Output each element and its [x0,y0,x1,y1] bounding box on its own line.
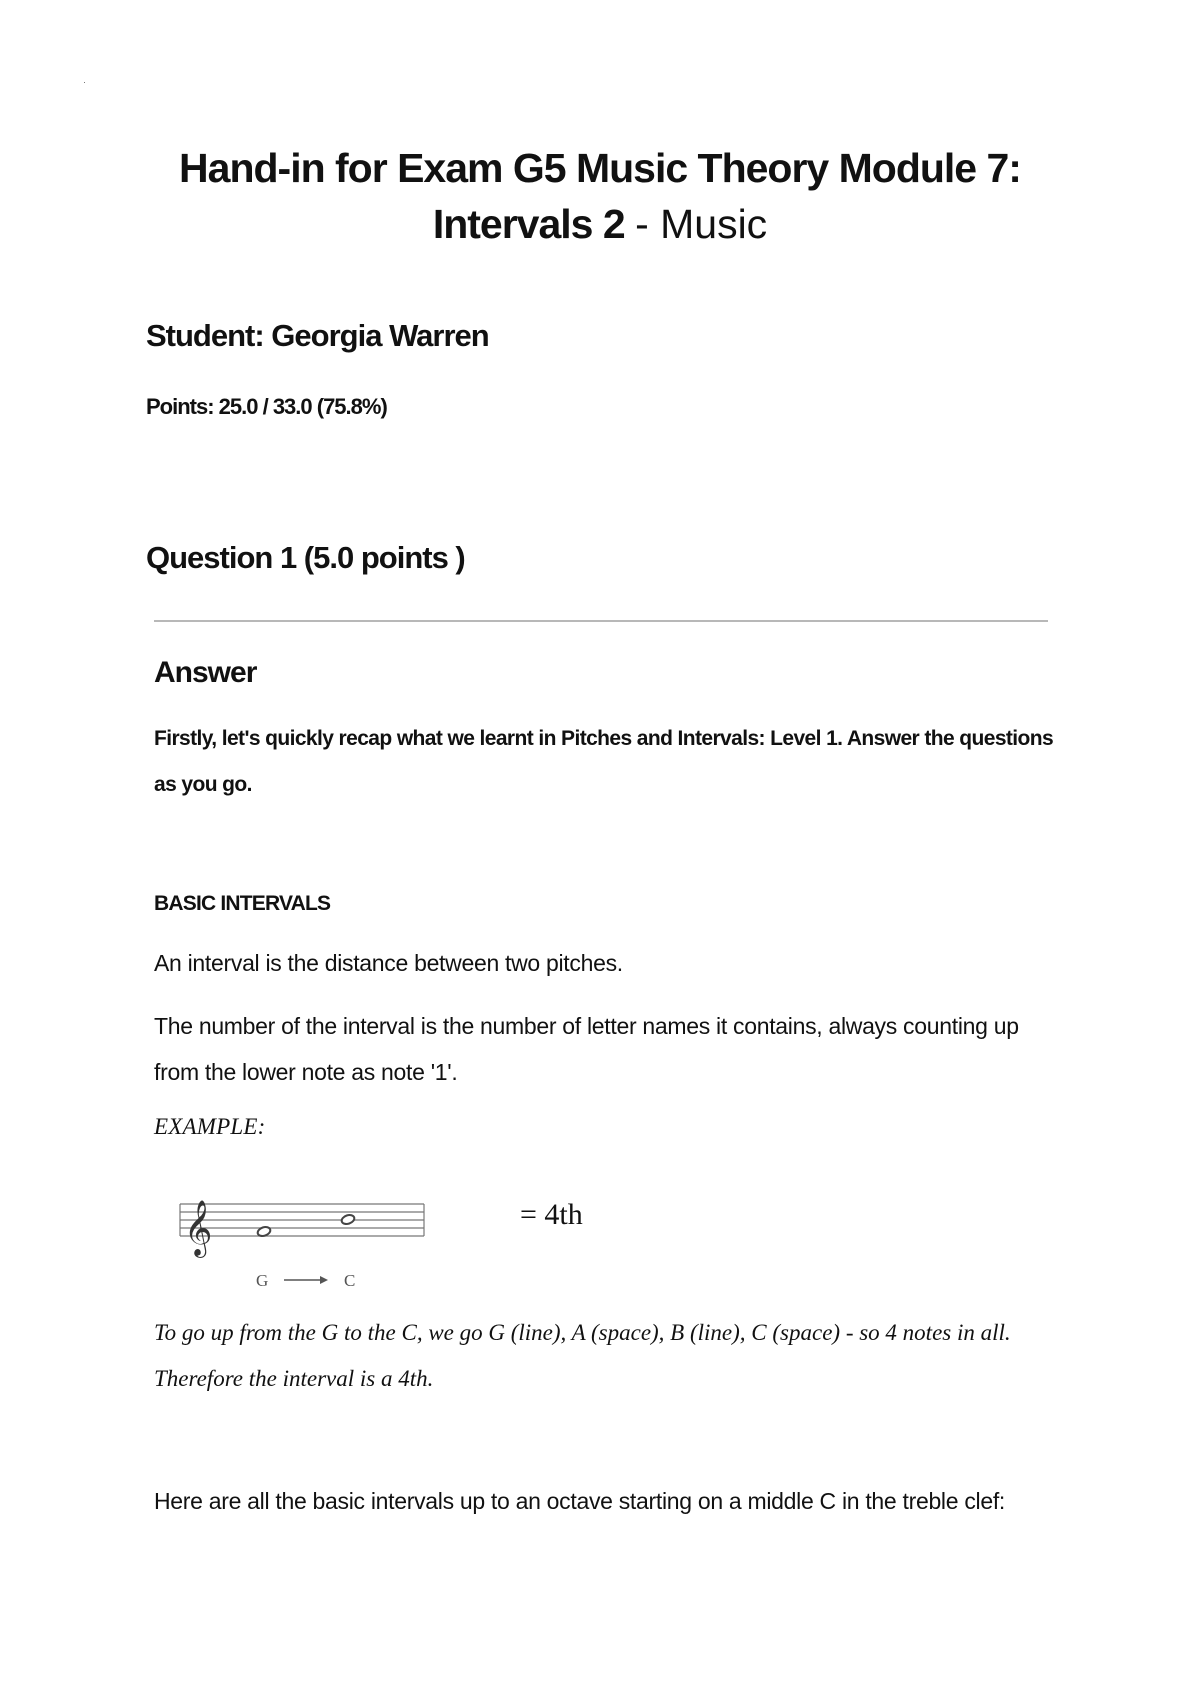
answer-heading: Answer [154,656,257,689]
page-title-main: Hand-in for Exam G5 Music Theory Module 7: Intervals 2 [179,145,1021,247]
basic-intervals-paragraph: Here are all the basic intervals up to an octave starting on a middle C in the treble clef: [154,1488,1006,1514]
example-explanation: To go up from the G to the C, we go G (line), A (space), B (line), C (space) - so 4 notes in all. Therefore the interval is a 4th. [154,1320,1011,1391]
note-from-label: G [256,1271,269,1290]
section-divider [154,620,1048,622]
answer-intro: Firstly, let's quickly recap what we learnt in Pitches and Intervals: Level 1. Answer the questions as you go. [154,727,1054,796]
staff-lines [180,1204,424,1236]
definition-paragraph: An interval is the distance between two pitches. [154,950,623,976]
right-arrow-icon [284,1276,328,1284]
page-title-suffix: - Music [635,201,768,247]
example-label: EXAMPLE: [154,1114,266,1139]
interval-staff-figure [172,1186,472,1296]
section-title: BASIC INTERVALS [154,892,331,915]
question-heading: Question 1 (5.0 points ) [146,540,465,575]
example-result: = 4th [520,1198,583,1231]
page-speck [84,82,85,83]
whole-note-c [341,1213,356,1225]
interval-number-paragraph: The number of the interval is the number of letter names it contains, always counting up from the lower note as note '1'. [154,1013,1019,1085]
points-score: Points: 25.0 / 33.0 (75.8%) [146,394,387,419]
note-to-label: C [344,1271,356,1290]
student-name: Student: Georgia Warren [146,318,489,353]
page-title [120,140,1080,252]
treble-clef-icon: 𝄞 [184,1200,213,1256]
